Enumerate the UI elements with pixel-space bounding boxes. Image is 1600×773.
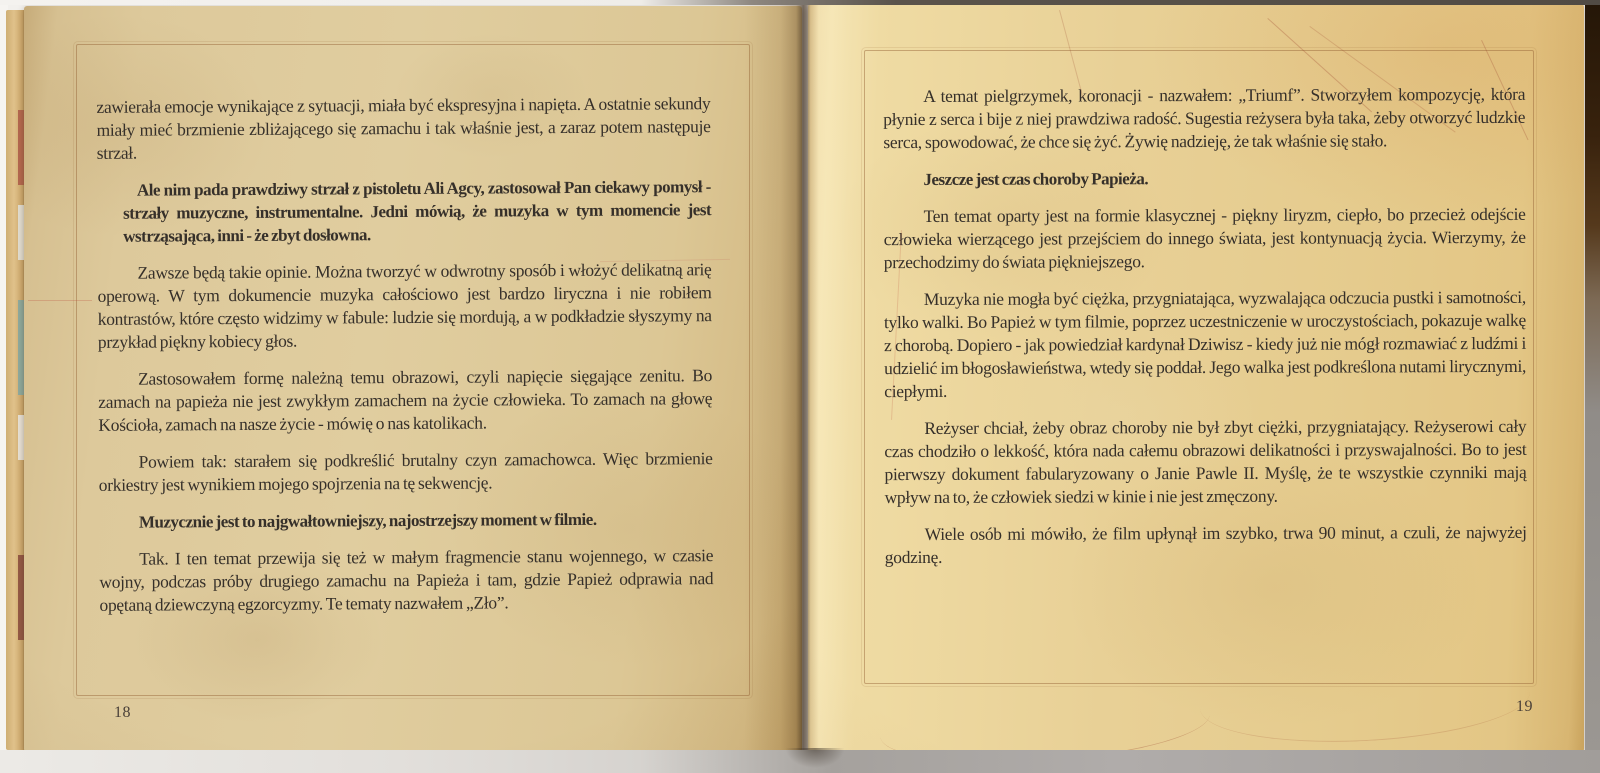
page-18 <box>24 6 802 752</box>
paragraph: A temat pielgrzymek, koronacji - nazwałem: „Triumf”. Stworzyłem kompozycję, która płynie z serca i bije z niej prawdziwa radość. Sugestia reżysera była taka, żeby otworzyć ludzkie serca, spowodować, że chce się żyć. Żywię nadzieję, że tak właśnie się stało. <box>883 83 1526 153</box>
background-top <box>0 0 1600 5</box>
spine-bottom-shadow <box>778 748 852 773</box>
paragraph: Powiem tak: starałem się podkreślić brutalny czyn zamachowca. Więc brzmienie orkiestry jest wynikiem mojego spojrzenia na tę sekwencję. <box>98 448 713 495</box>
paragraph: Wiele osób mi mówiło, że film upłynął im szybko, trwa 90 minut, a czuli, że najwyżej godzinę. <box>884 521 1527 568</box>
interview-question: Ale nim pada prawdziwy strzał z pistoletu Ali Agcy, zastosował Pan ciekawy pomysł - strzały muzyczne, instrumentalne. Jedni mówią, że muzyka w tym momencie jest wstrząsająca, inni - że zbyt dosłowna. <box>123 177 712 246</box>
paragraph: Reżyser chciał, żeby obraz choroby nie był zbyt ciężki, przygniatający. Reżyserowi cały czas chodziło o lekkość, która nada całemu obrazowi delikatności i przyswajalności. Bo to jest pierwszy dokument fabularyzowany o Janie Pawle II. Myślę, że te wszystkie czynniki mają wpływ na to, że człowiek siedzi w kinie i nie jest zmęczony. <box>884 415 1527 508</box>
page-number: 19 <box>1516 698 1533 715</box>
paragraph: Muzyka nie mogła być ciężka, przygniatająca, wyzwalająca odczucia pustki i samotności, tylko walki. Bo Papież w tym filmie, poprzez uczestniczenie w uroczystościach, pokazuje walkę z chorobą. Dopiero - jak powiedział kardynał Dziwisz - kiedy już nie mógł rozmawiać z ludźmi i udzielić im błogosławieństwa, wtedy się poddał. Jego walka jest podkreślona nutami lirycznymi, ciepłymi. <box>883 286 1527 402</box>
page-19-text <box>883 83 1527 583</box>
paragraph: Ten temat oparty jest na formie klasycznej - piękny liryzm, ciepło, bo przecież odejście człowieka wierzącego jest przejściem do innego świata, jest kontynuacją życia. Wierzymy, że przechodzimy do świata piękniejszego. <box>883 203 1526 273</box>
page-19 <box>808 4 1584 752</box>
paragraph: Tak. I ten temat przewija się też w małym fragmencie stanu wojennego, w czasie wojny, podczas próby drugiego zamachu na Papieża i tam, gdzie Papież odprawia nad opętaną dziewczyną egzorcyzmy. Te tematy nazwałem „Zło”. <box>99 545 714 615</box>
interview-question: Jeszcze jest czas choroby Papieża. <box>923 169 1149 189</box>
page-18-text <box>96 92 713 631</box>
paragraph: zawierała emocje wynikające z sytuacji, miała być ekspresyjna i napięta. A ostatnie sekundy miały mieć brzmienie zbliżającego się zamachu i tak właśnie jest, a zaraz potem następuje strzał. <box>96 93 711 163</box>
interview-question: Muzycznie jest to najgwałtowniejszy, najostrzejszy moment w filmie. <box>138 509 597 532</box>
page-number: 18 <box>114 704 131 721</box>
paragraph: Zastosowałem formę należną temu obrazowi, czyli napięcie sięgające zenitu. Bo zamach na papieża nie jest zwykłym zamachem na życie człowieka. To zamach na głowę Kościoła, zamach na nasze życie - mówię o nas katolikach. <box>98 365 713 435</box>
cover-edge-right <box>1585 0 1600 752</box>
paragraph: Zawsze będą takie opinie. Można tworzyć w odwrotny sposób i włożyć delikatną arię operową. W tym dokumencie muzyka całościowo jest bardzo liryczna i nie robiłem kontrastów, które często widzimy w fabule: ludzie się mordują, a w podkładzie słyszymy na przykład piękny kobiecy głos. <box>97 259 712 352</box>
